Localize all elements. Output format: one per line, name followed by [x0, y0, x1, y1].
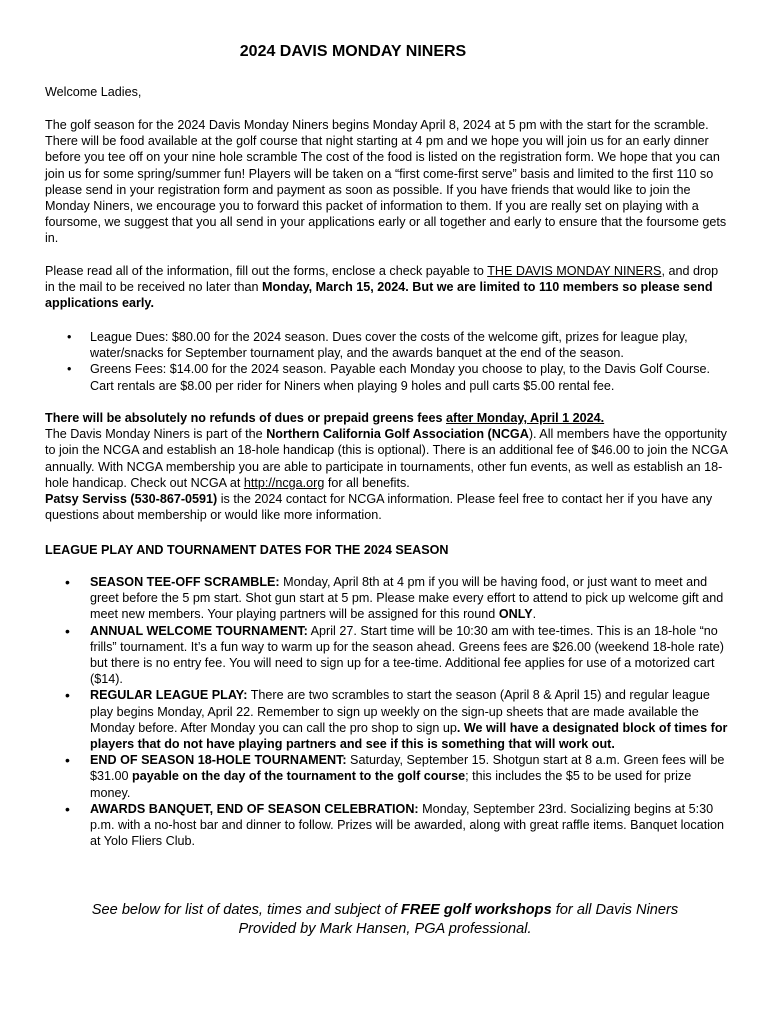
event-name: SEASON TEE-OFF SCRAMBLE:: [90, 575, 280, 589]
event-text: Saturday, September 15. Shotgun start at 8 a.m. Green fees will be $31.00: [90, 753, 725, 784]
payee-name: THE DAVIS MONDAY NINERS: [487, 264, 662, 278]
events-list: [45, 574, 730, 849]
intro-paragraph: The golf season for the 2024 Davis Monday Niners begins Monday April 8, 2024 at 5 pm with the start for the scramble. There will be food available at the golf course that night starting at 4 pm and we hope you will join us for an early dinner before you tee off on your nine hole scramble The cost of the food is listed on the registration form. We hope that you can join us for some spring/summer fun! Players will be taken on a “first come-first serve” basis and limited to the first 110 so please send in your registration form and payment as soon as possible. If you have friends that would like to join the Monday Niners, we encourage you to forward this packet of information to them. If you are really set on playing with a foursome, we suggest that you all send in your applications early or all together and early to ensure that the foursome gets in.: [45, 118, 727, 246]
bullet-icon: •: [67, 362, 72, 377]
ncga-contact: Patsy Serviss (530-867-0591): [45, 492, 218, 507]
refund-lead: There will be absolutely no refunds of dues or prepaid greens fees: [45, 411, 446, 425]
event-text: Monday, September 23rd. Socializing begins at 5:30 p.m. with a no-host bar and dinner to follow. Prizes will be awarded, along with great raffle items. Banquet location at Yolo Fliers Club.: [90, 801, 724, 849]
bullet-icon: •: [65, 687, 70, 704]
bullet-icon: •: [65, 622, 70, 639]
instructions-middle: , and drop in the mail to be received no later than: [45, 264, 719, 295]
document-title: 2024 DAVIS MONDAY NINERS: [239, 43, 467, 60]
list-item-event: [45, 574, 730, 623]
event-text: Monday, April 8th at 4 pm if you will be having food, or just want to meet and greet before the 5 pm start. Shot gun start at 5 pm. Please make every effort to attend to pick up welcome gift and meet new members. Your playing partners will be assigned for this round: [90, 575, 724, 622]
fee-text: League Dues: $80.00 for the 2024 season. Dues cover the costs of the welcome gift, prizes for league play, water/snacks for September tournament play, and the awards banquet at the end of the season.: [90, 330, 688, 361]
greeting: Welcome Ladies,: [45, 85, 142, 99]
refund-ncga-paragraph: [45, 410, 730, 523]
event-name: REGULAR LEAGUE PLAY:: [90, 688, 248, 703]
contact-text: is the 2024 contact for NCGA information. Please feel free to contact her if you have any questions about membership or would like more information.: [45, 492, 713, 523]
list-item-event: [45, 801, 730, 850]
event-bold-tail: . We will have a designated block of times for players that do not have playing partners and see if this is something that will work out.: [90, 720, 728, 752]
footer-text: See below for list of dates, times and subject of: [91, 902, 401, 918]
bullet-icon: •: [65, 574, 70, 590]
list-item-event: [45, 623, 730, 688]
ncga-link[interactable]: http://ncga.org: [243, 475, 325, 490]
bullet-icon: •: [67, 330, 72, 344]
ncga-text-2: ). All members have the opportunity to join the NCGA and establish an 18-hole handicap (this is optional). There is an additional fee of $46.00 to join the NCGA annually. With NCGA membership you are able to participate in tournaments, other fun events, as well as establish an 18-hole handicap. Check out NCGA at: [45, 427, 728, 490]
footer-text: for all Davis Niners: [551, 902, 679, 918]
ncga-text-3: for all benefits.: [324, 475, 410, 490]
event-text: There are two scrambles to start the season (April 8 & April 15) and regular league play begins Monday, April 22. Remember to sign up weekly on the sign-up sheets that are made available the Monday before. After Monday you can call the pro shop to sign up: [90, 688, 710, 735]
fee-text: Greens Fees: $14.00 for the 2024 season. Payable each Monday you choose to play, to the Davis Golf Course. Cart rentals are $8.00 per rider for Niners when playing 9 holes and pull carts $5.00 rental fee.: [90, 362, 711, 393]
ncga-text-1: The Davis Monday Niners is part of the: [45, 427, 267, 442]
event-name: AWARDS BANQUET, END OF SEASON CELEBRATION:: [90, 801, 419, 816]
event-name: END OF SEASON 18-HOLE TOURNAMENT:: [90, 753, 347, 768]
instructions-lead: Please read all of the information, fill out the forms, enclose a check payable to: [45, 264, 488, 278]
refund-deadline: after Monday, April 1 2024.: [446, 411, 605, 425]
list-item-greens-fees: [45, 361, 730, 393]
event-tail: ; this includes the $5 to be used for prize money.: [90, 769, 692, 800]
workshop-note-line-1: [0, 901, 770, 920]
event-tail: .: [532, 607, 537, 622]
bullet-icon: •: [65, 752, 70, 769]
workshop-note: [0, 901, 770, 939]
league-heading: LEAGUE PLAY AND TOURNAMENT DATES FOR THE 2024 SEASON: [45, 543, 449, 557]
list-item-event: [45, 687, 730, 752]
workshop-note-line-2: Provided by Mark Hansen, PGA professional.: [238, 921, 532, 937]
fees-list: [45, 329, 730, 394]
instructions-paragraph: [45, 263, 730, 312]
free-workshops: FREE golf workshops: [400, 902, 552, 918]
list-item-event: [45, 752, 730, 801]
event-bold-tail: payable on the day of the tournament to the golf course: [132, 769, 466, 784]
ncga-name: Northern California Golf Association (NCGA: [266, 427, 529, 442]
bullet-icon: •: [65, 800, 70, 817]
event-name: ANNUAL WELCOME TOURNAMENT:: [90, 623, 308, 638]
event-bold-tail: ONLY: [498, 607, 533, 622]
deadline-notice: Monday, March 15, 2024. But we are limited to 110 members so please send applications early.: [45, 280, 713, 311]
list-item-league-dues: [45, 329, 730, 361]
event-text: April 27. Start time will be 10:30 am with tee-times. This is an 18-hole “no frills” tournament. It’s a fun way to warm up for the season ahead. Greens fees are $26.00 (weekend 18-hole rate) but there is no entry fee. You will need to sign up for a tee-time. Additional fee applies for use of a motorized cart ($14).: [90, 623, 724, 687]
